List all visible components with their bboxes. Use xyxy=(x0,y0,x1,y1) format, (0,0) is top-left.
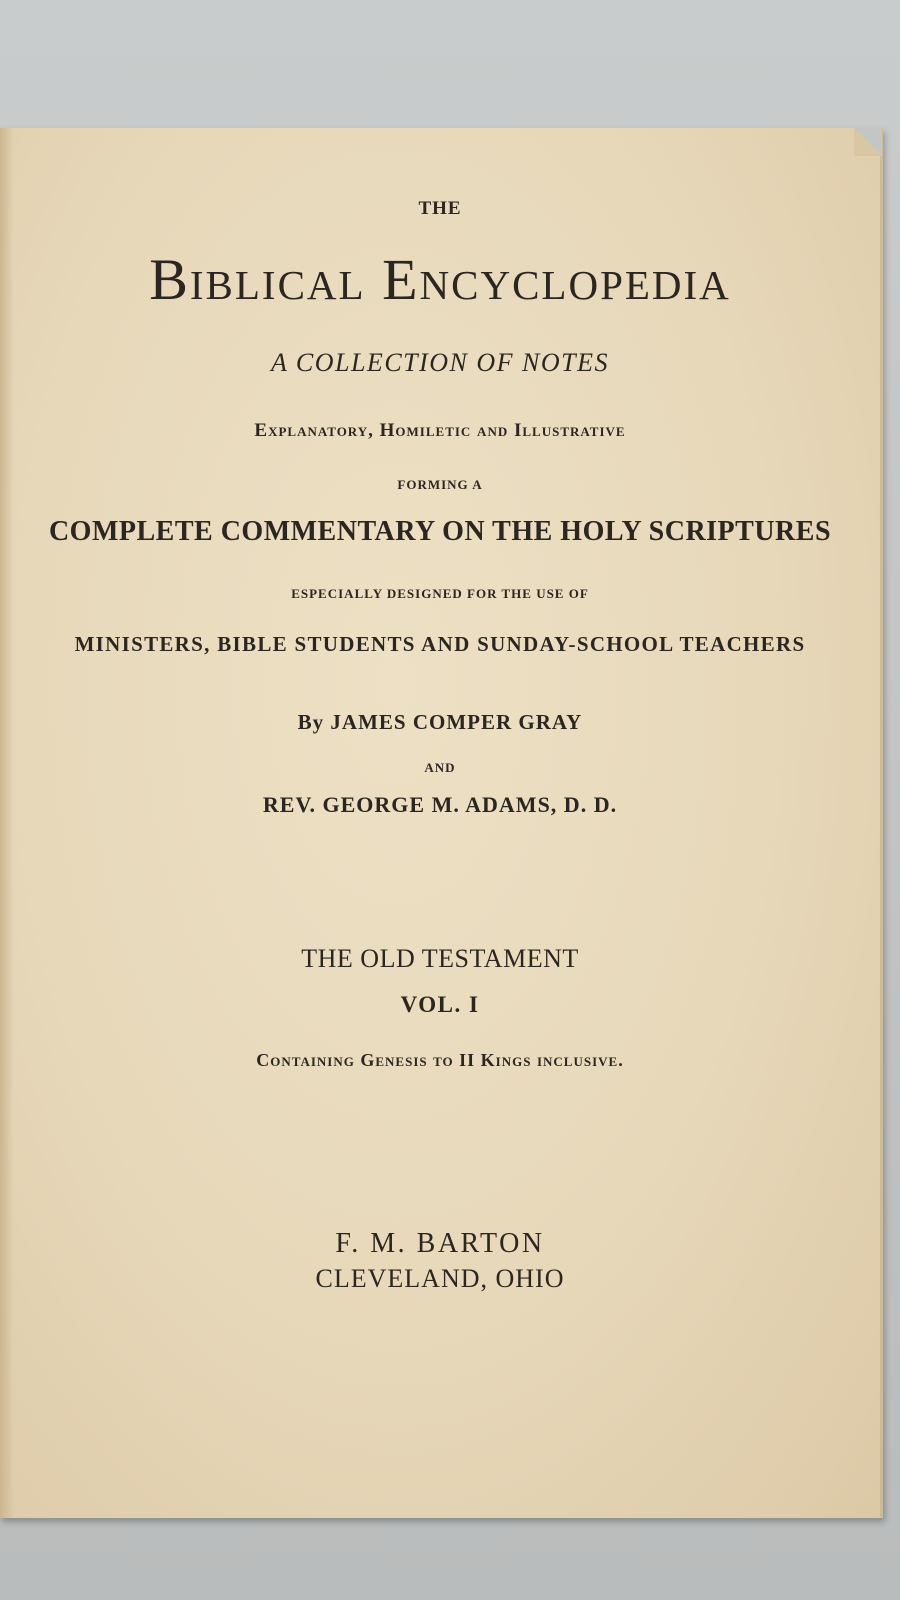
page-binding-shadow xyxy=(0,128,14,1518)
commentary-heading: COMPLETE COMMENTARY ON THE HOLY SCRIPTURES xyxy=(48,516,832,547)
contents-line: Containing Genesis to II Kings inclusive. xyxy=(256,1050,624,1070)
audience-line: MINISTERS, BIBLE STUDENTS AND SUNDAY-SCHOOL TEACHERS xyxy=(74,632,806,656)
title-article: THE xyxy=(418,198,462,219)
volume-number: VOL. I xyxy=(400,992,480,1017)
book-page xyxy=(0,128,883,1518)
book-subtitle: A COLLECTION OF NOTES xyxy=(270,348,610,377)
author-conjunction: AND xyxy=(424,760,456,775)
author-primary: By JAMES COMPER GRAY xyxy=(297,710,583,734)
publisher-name: F. M. BARTON xyxy=(335,1228,545,1259)
designed-line: ESPECIALLY DESIGNED FOR THE USE OF xyxy=(291,586,589,601)
forming-line: FORMING A xyxy=(397,477,483,492)
author-secondary: REV. GEORGE M. ADAMS, D. D. xyxy=(262,792,618,817)
publisher-city: CLEVELAND, OHIO xyxy=(315,1264,565,1293)
book-title: Biblical Encyclopedia xyxy=(149,247,731,312)
page-corner xyxy=(854,128,882,156)
testament-heading: THE OLD TESTAMENT xyxy=(301,944,579,973)
description-line: Explanatory, Homiletic and Illustrative xyxy=(254,420,626,441)
